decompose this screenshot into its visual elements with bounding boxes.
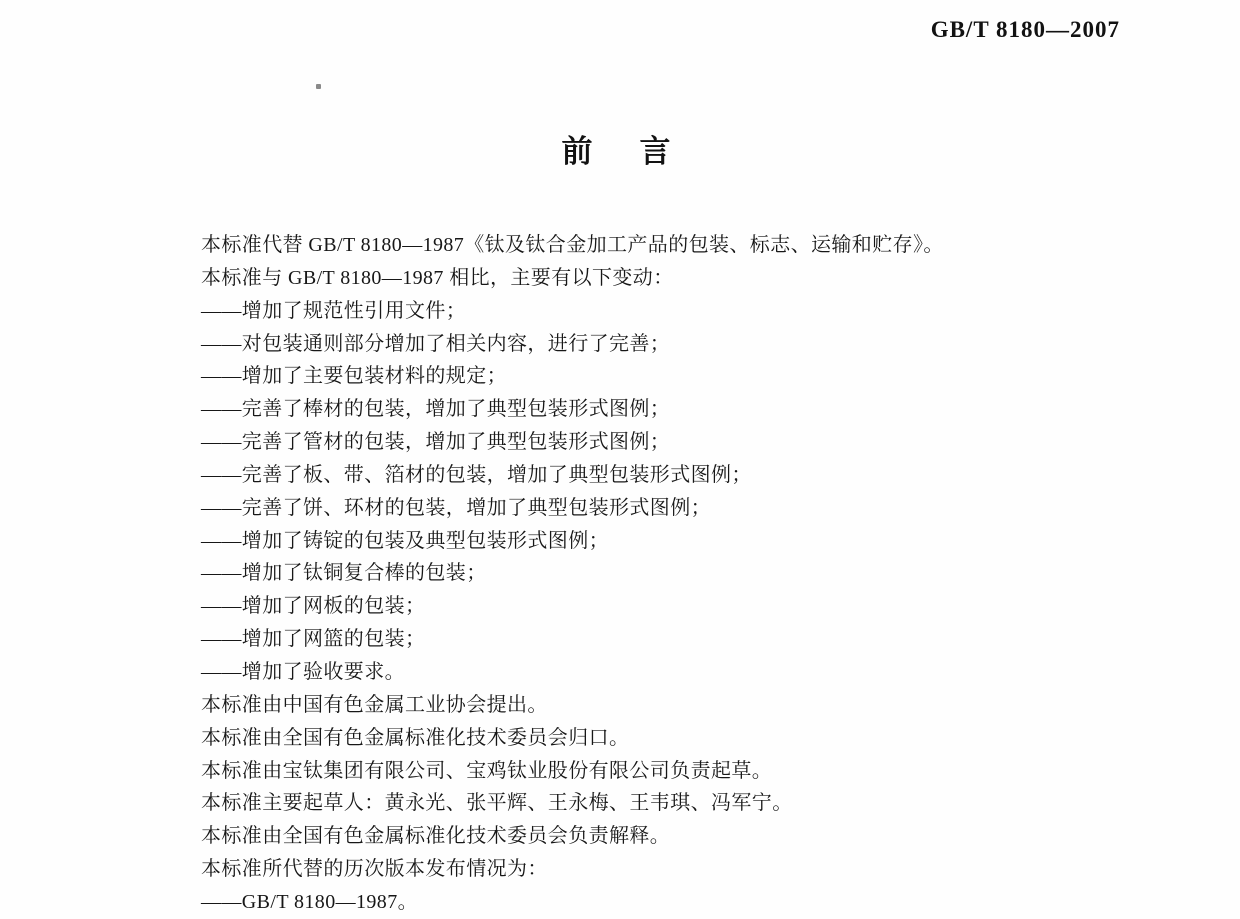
text-line: ——增加了网篮的包装；	[201, 628, 426, 651]
text-line: ——完善了棒材的包装，增加了典型包装形式图例；	[201, 398, 671, 421]
page-title: 前 言	[561, 134, 679, 169]
body-text	[201, 229, 1071, 919]
text-line: ——增加了规范性引用文件；	[201, 299, 467, 322]
text-line: ——增加了主要包装材料的规定；	[201, 365, 507, 388]
text-line: ——GB/T 8180—1987。	[201, 890, 418, 913]
text-line: ——完善了饼、环材的包装，增加了典型包装形式图例；	[201, 496, 711, 519]
text-line: 本标准由中国有色金属工业协会提出。	[201, 693, 548, 716]
text-line: 本标准由全国有色金属标准化技术委员会归口。	[201, 726, 630, 749]
text-line: ——对包装通则部分增加了相关内容，进行了完善；	[201, 332, 671, 355]
text-line: ——增加了网板的包装；	[201, 595, 426, 618]
text-line: 本标准与 GB/T 8180—1987 相比，主要有以下变动：	[201, 266, 674, 289]
text-line: 本标准代替 GB/T 8180—1987《钛及钛合金加工产品的包装、标志、运输和贮存》。	[201, 234, 944, 256]
standard-number: GB/T 8180—2007	[930, 17, 1120, 42]
text-line: ——完善了管材的包装，增加了典型包装形式图例；	[201, 431, 671, 454]
text-line: 本标准由全国有色金属标准化技术委员会负责解释。	[201, 825, 671, 848]
scan-speck	[316, 84, 321, 89]
text-line: 本标准由宝钛集团有限公司、宝鸡钛业股份有限公司负责起草。	[201, 759, 773, 782]
text-line: ——增加了铸锭的包装及典型包装形式图例；	[201, 529, 609, 552]
text-line: ——增加了验收要求。	[201, 660, 405, 683]
text-line: ——增加了钛铜复合棒的包装；	[201, 562, 487, 585]
text-line: 本标准主要起草人：黄永光、张平辉、王永梅、王韦琪、冯军宁。	[201, 792, 793, 815]
text-line: 本标准所代替的历次版本发布情况为：	[201, 858, 548, 881]
text-line: ——完善了板、带、箔材的包装，增加了典型包装形式图例；	[201, 463, 752, 486]
